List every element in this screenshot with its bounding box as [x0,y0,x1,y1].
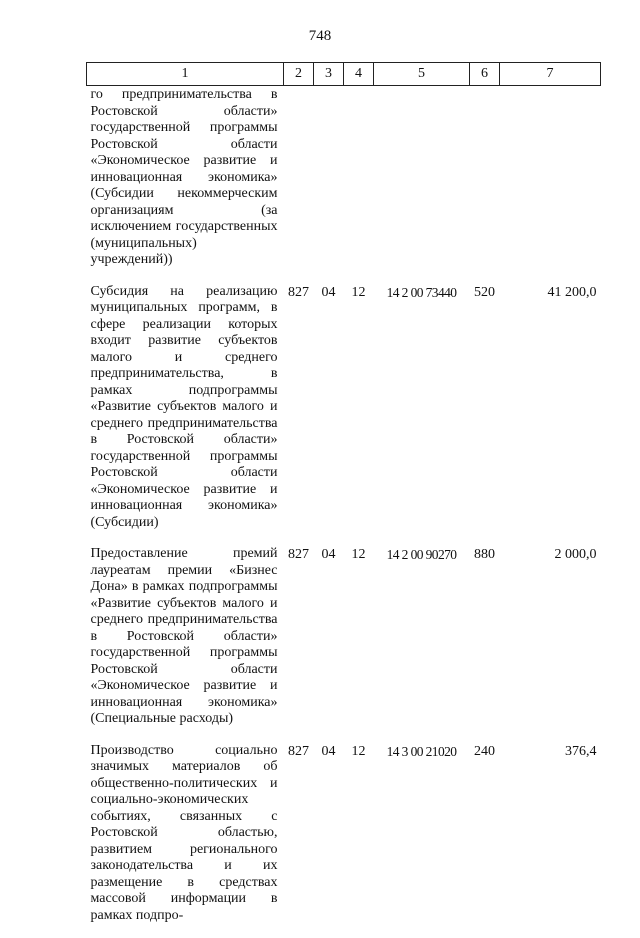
budget-table [86,62,601,938]
row-amount: 41 200,0 [500,283,601,546]
header-col-6: 6 [470,63,500,86]
row-expense-type: 520 [470,283,500,546]
row-description: Производство социально значимых материалов об общественно-политических и социально-экономических событиях, связанных с Ростовской областью, развитием регионального законодательства и их размещение в средствах массовой информации в рамках подпро- [87,742,284,938]
row-subsection-code [344,86,374,283]
header-col-3: 3 [314,63,344,86]
row-target-code: 14 2 00 73440 [374,283,470,546]
row-section-code [314,86,344,283]
header-col-5: 5 [374,63,470,86]
row-subsection-code: 12 [344,283,374,546]
row-subsection-code: 12 [344,742,374,938]
table-row [87,742,601,938]
table-row [87,86,601,283]
header-col-4: 4 [344,63,374,86]
row-amount [500,86,601,283]
row-section-code: 04 [314,742,344,938]
page-number: 748 [0,28,640,45]
row-target-code: 14 3 00 21020 [374,742,470,938]
table-header-row [87,63,601,86]
row-description: го предпринимательства в Ростовской области» государственной программы Ростовской области «Экономическое развитие и инновационная экономика» (Субсидии некоммерческим организациям (за исключением государственных (муниципальных) учреждений)) [87,86,284,283]
row-amount: 2 000,0 [500,545,601,742]
row-ministry-code: 827 [284,283,314,546]
row-ministry-code: 827 [284,742,314,938]
row-section-code: 04 [314,545,344,742]
row-expense-type: 240 [470,742,500,938]
table-row [87,283,601,546]
row-description: Субсидия на реализацию муниципальных программ, в сфере реализации которых входит развитие субъектов малого и среднего предпринимательства, в рамках подпрограммы «Развитие субъектов малого и среднего предпринимательства в Ростовской области» государственной программы Ростовской области «Экономическое развитие и инновационная экономика» (Субсидии) [87,283,284,546]
row-section-code: 04 [314,283,344,546]
header-col-1: 1 [87,63,284,86]
row-amount: 376,4 [500,742,601,938]
row-ministry-code: 827 [284,545,314,742]
row-target-code: 14 2 00 90270 [374,545,470,742]
row-expense-type [470,86,500,283]
row-target-code [374,86,470,283]
header-col-2: 2 [284,63,314,86]
row-ministry-code [284,86,314,283]
row-description: Предоставление премий лауреатам премии «Бизнес Дона» в рамках подпрограммы «Развитие субъектов малого и среднего предпринимательства в Ростовской области» государственной программы Ростовской области «Экономическое развитие и инновационная экономика» (Специальные расходы) [87,545,284,742]
table-row [87,545,601,742]
row-expense-type: 880 [470,545,500,742]
row-subsection-code: 12 [344,545,374,742]
header-col-7: 7 [500,63,601,86]
